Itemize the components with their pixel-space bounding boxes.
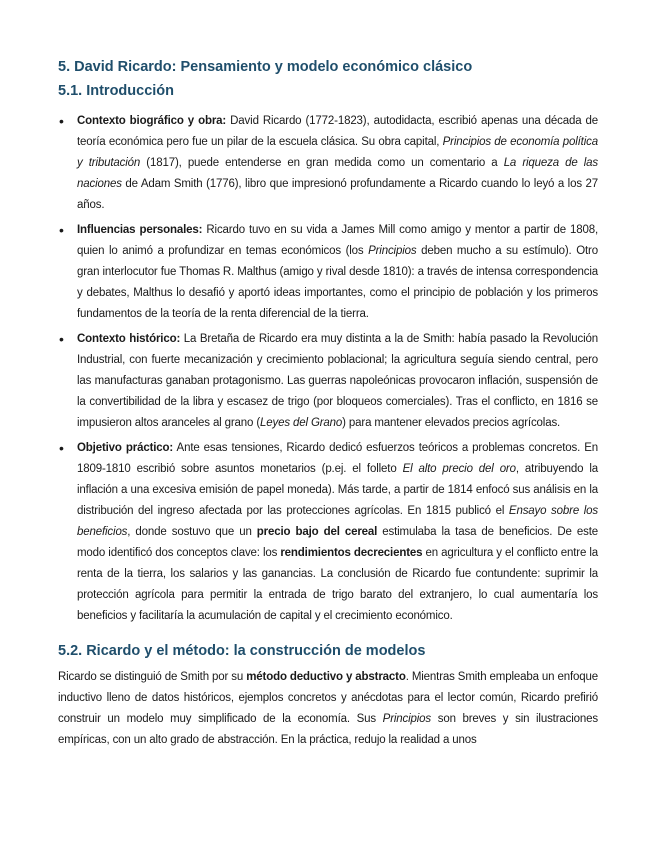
book-title: El alto precio del oro (402, 463, 516, 475)
text-run: en agricultura y el conflicto entre la renta de la tierra, los salarios y las ganancias. La conclusión de Ricardo fue contundente: suprimir la protección agrícola para permitir la entrada de trigo barato del extranjero, lo cual aumentaría los beneficios y facilitaría la acumulación de capital y el crecimiento económico. (77, 547, 598, 622)
key-term: rendimientos decrecientes (280, 547, 423, 559)
list-item (58, 111, 598, 216)
bullet-icon: • (59, 113, 64, 129)
text-run: Ricardo tuvo en su vida a James Mill como amigo y mentor a partir de 1808, quien lo animó a profundizar en temas económicos (los (77, 224, 598, 257)
bullet-icon: • (59, 222, 64, 238)
bullet-label: Contexto histórico: (77, 333, 181, 345)
heading-metodo: 5.2. Ricardo y el método: la construcción de modelos (58, 643, 426, 659)
document-page (58, 57, 598, 751)
text-run: son breves y sin ilustraciones empíricas, con un alto grado de abstracción. En la práctica, redujo la realidad a unos (58, 713, 598, 746)
list-item-text (77, 220, 598, 325)
heading-introduccion: 5.1. Introducción (58, 83, 175, 99)
text-run: Ricardo se distinguió de Smith por su (58, 671, 247, 683)
text-run: , donde sostuvo que un (127, 526, 257, 538)
bullet-list (58, 111, 598, 627)
list-item (58, 329, 598, 434)
text-run: . Mientras Smith empleaba un enfoque inductivo lleno de datos históricos, ejemplos concretos y anécdotas para el lector común, Ricardo prefirió construir un modelo muy simplificado de la economía. Sus (58, 671, 598, 725)
book-title: Ensayo sobre los beneficios (77, 505, 598, 538)
bullet-icon: • (59, 440, 64, 456)
book-title: Principios (368, 245, 417, 257)
bullet-label: Objetivo práctico: (77, 442, 174, 454)
book-title: La riqueza de las naciones (77, 157, 598, 190)
bullet-label: Influencias personales: (77, 224, 203, 236)
text-run: David Ricardo (1772-1823), autodidacta, escribió apenas una década de teoría económica pero fue un pilar de la escuela clásica. Su obra capital, (77, 115, 598, 148)
book-title: Principios de economía política y tributación (77, 136, 598, 169)
paragraph-metodo (58, 667, 598, 751)
key-term: precio bajo del cereal (256, 526, 378, 538)
text-run: de Adam Smith (1776), libro que impresionó profundamente a Ricardo cuando lo leyó a los 27 años. (77, 178, 598, 211)
book-title: Principios (382, 713, 432, 725)
text-run: Ante esas tensiones, Ricardo dedicó esfuerzos teóricos a problemas concretos. En 1809-1810 escribió sobre asuntos monetarios (p.ej. el folleto (77, 442, 598, 475)
text-run: La Bretaña de Ricardo era muy distinta a la de Smith: había pasado la Revolución Industrial, con fuerte mecanización y crecimiento poblacional; la agricultura seguía siendo central, pero las manufacturas ganaban protagonismo. Las guerras napoleónicas provocaron inflación, suspensión de la convertibilidad de la libra y escasez de trigo (por bloqueos comerciales). Tras el conflicto, en 1816 se impusieron altos aranceles al grano ( (77, 333, 598, 429)
text-run: (1817), puede entenderse en gran medida como un comentario a (140, 157, 504, 169)
text-run: , atribuyendo la inflación a una excesiva emisión de papel moneda). Más tarde, a partir de 1814 enfocó sus análisis en la distribución del ingreso afectada por las protecciones agrícolas. En 1815 publicó el (77, 463, 598, 517)
bullet-icon: • (59, 331, 64, 347)
list-item (58, 438, 598, 627)
key-term: método deductivo y abstracto (246, 671, 406, 683)
bullet-label: Contexto biográfico y obra: (77, 115, 227, 127)
list-item-text (77, 438, 598, 627)
text-run: estimulaba la tasa de beneficios. De este modo identificó dos conceptos clave: los (77, 526, 598, 559)
text-run: deben mucho a su estímulo). Otro gran interlocutor fue Thomas R. Malthus (amigo y rival desde 1810): a través de intensa correspondencia y debates, Malthus lo desafió y aportó ideas importantes, como el principio de población y los primeros fundamentos de la teoría de la renta diferencial de la tierra. (77, 245, 598, 320)
text-run: ) para mantener elevados precios agrícolas. (342, 417, 561, 429)
heading-david-ricardo: 5. David Ricardo: Pensamiento y modelo económico clásico (58, 59, 473, 75)
list-item-text (77, 111, 598, 216)
law-title: Leyes del Grano (260, 417, 343, 429)
list-item-text (77, 329, 598, 434)
list-item (58, 220, 598, 325)
